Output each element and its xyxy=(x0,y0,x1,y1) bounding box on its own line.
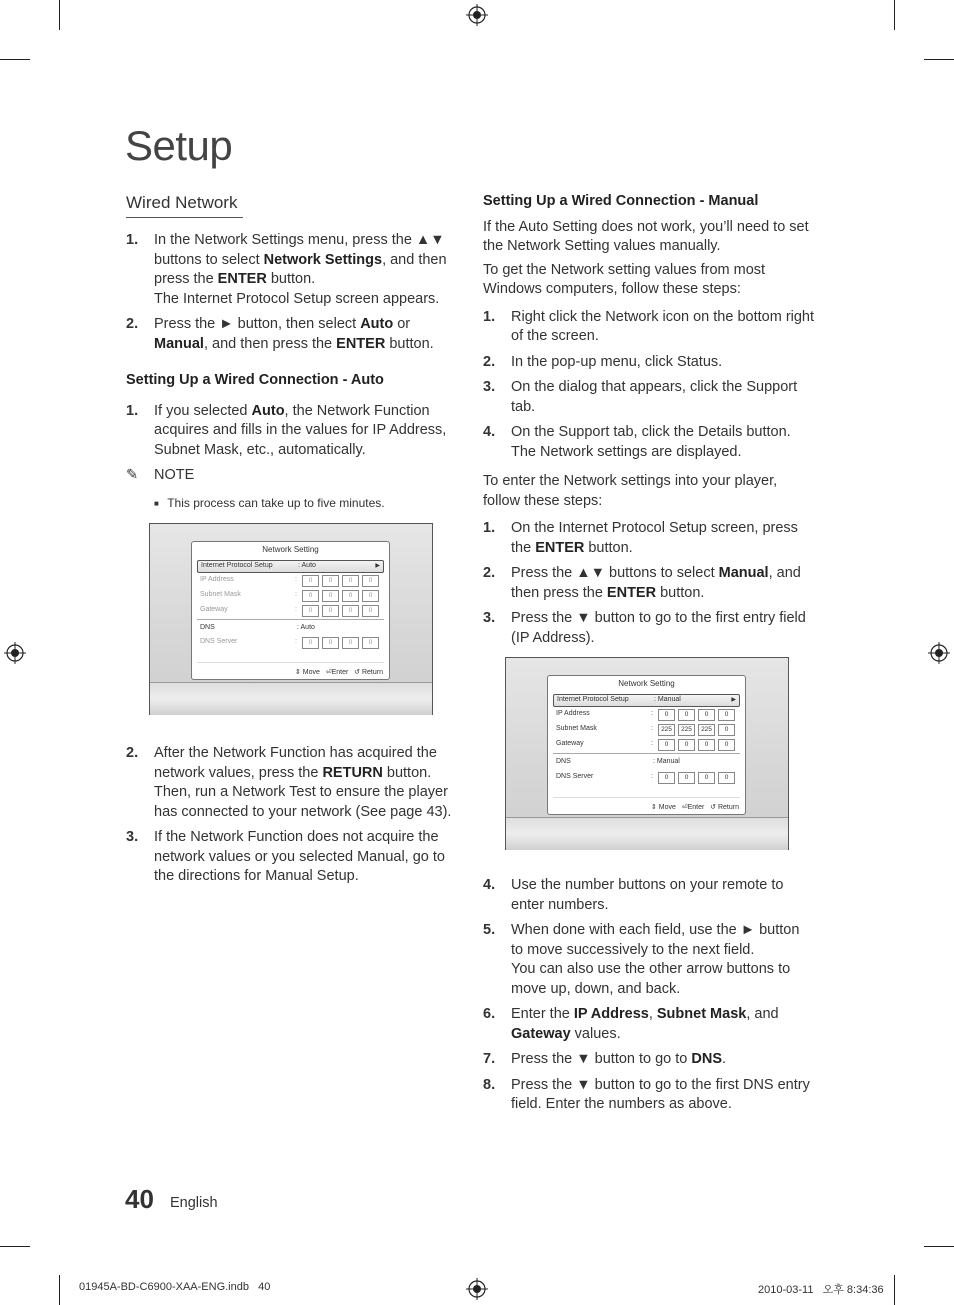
emphasis: DNS xyxy=(691,1051,723,1067)
text: You can also use the other arrow buttons to move up, down, and back. xyxy=(511,961,791,997)
dns-row xyxy=(553,757,740,768)
subnet-label: Subnet Mask xyxy=(200,591,241,598)
step-item xyxy=(126,231,461,309)
right-column-continued xyxy=(483,876,815,1121)
step-number: 2. xyxy=(126,316,139,332)
gateway-field: 0 xyxy=(342,605,359,617)
step-number: 7. xyxy=(483,1051,496,1067)
dns-field[interactable]: 0 xyxy=(658,772,675,784)
enter-icon: ⏎ xyxy=(681,804,688,811)
step-item xyxy=(483,519,815,558)
dns-field: 0 xyxy=(342,637,359,649)
registration-mark-icon xyxy=(4,642,26,664)
print-footer-file: 01945A-BD-C6900-XAA-ENG.indb 40 xyxy=(79,1281,271,1293)
subnet-label: Subnet Mask xyxy=(556,725,597,732)
crop-mark xyxy=(59,0,60,30)
step-item xyxy=(483,876,815,915)
paragraph: To enter the Network settings into your player, follow these steps: xyxy=(483,473,778,509)
divider xyxy=(553,753,740,754)
text: After the Network Function has acquired the network values, press the xyxy=(154,745,437,781)
crop-mark xyxy=(59,1275,60,1305)
step-number: 1. xyxy=(483,520,496,536)
text: values. xyxy=(570,1025,621,1042)
arrow-right-icon: ▶ xyxy=(731,697,736,703)
step-number: 4. xyxy=(483,424,496,440)
colon: : xyxy=(295,638,297,645)
screen-bottom-band xyxy=(506,817,788,850)
dns-field[interactable]: 0 xyxy=(698,772,715,784)
step-item xyxy=(483,378,815,417)
gateway-field: 0 xyxy=(302,605,319,617)
text: , the Network Function acquires and fills in the values for IP Address, Subnet Mask, etc., automatically. xyxy=(154,402,447,458)
emphasis: ENTER xyxy=(217,271,267,287)
pencil-icon: ✎ xyxy=(126,467,139,483)
gateway-field[interactable]: 0 xyxy=(678,739,695,751)
window-title: Network Setting xyxy=(618,679,675,688)
emphasis: IP Address xyxy=(573,1006,649,1022)
step-number: 3. xyxy=(483,610,496,626)
emphasis: Auto xyxy=(360,316,394,332)
text: button. xyxy=(385,335,434,352)
step-number: 1. xyxy=(126,402,139,419)
step-number: 3. xyxy=(483,379,496,395)
emphasis: RETURN xyxy=(322,764,383,781)
subnet-field[interactable]: 225 xyxy=(658,724,675,736)
left-column xyxy=(126,231,461,513)
subnet-field: 0 xyxy=(322,590,339,602)
gateway-field[interactable]: 0 xyxy=(698,739,715,751)
subnet-field[interactable]: 225 xyxy=(698,724,715,736)
dns-server-label: DNS Server xyxy=(200,638,238,645)
step-item xyxy=(126,315,461,354)
dns-server-label: DNS Server xyxy=(556,773,594,780)
crop-mark xyxy=(924,59,954,60)
paragraph: If the Auto Setting does not work, you’ll need to set the Network Setting values manually. xyxy=(483,218,809,254)
dns-field: 0 xyxy=(322,637,339,649)
subnet-row xyxy=(197,590,384,601)
dns-row xyxy=(197,623,384,634)
ip-field: 0 xyxy=(302,575,319,587)
step-item xyxy=(126,402,461,461)
text: . xyxy=(722,1051,727,1067)
gateway-field[interactable]: 0 xyxy=(718,739,735,751)
print-footer-date: 2010-03-11 오후 8:34:36 xyxy=(758,1284,884,1296)
text: button. Then, run a Network Test to ensure the player has connected to your network (See page 43). xyxy=(154,764,452,820)
emphasis: Network Settings xyxy=(263,251,383,268)
ip-field: 0 xyxy=(362,575,379,587)
crop-mark xyxy=(0,59,30,60)
ips-row[interactable] xyxy=(553,694,740,707)
note-text: This process can take up to five minutes. xyxy=(167,495,385,510)
bullet-icon: ■ xyxy=(154,498,159,508)
dns-field[interactable]: 0 xyxy=(678,772,695,784)
ip-field[interactable]: 0 xyxy=(698,709,715,721)
text: In the Network Settings menu, press the ▲▼ buttons to select xyxy=(154,232,445,268)
right-column xyxy=(483,192,815,654)
step-item xyxy=(126,828,461,887)
step-item xyxy=(483,353,815,373)
screen-bottom-band xyxy=(150,682,432,715)
ip-label: IP Address xyxy=(200,576,234,583)
network-setting-screenshot-manual xyxy=(505,657,789,850)
colon: : xyxy=(651,710,653,717)
left-column-continued xyxy=(126,744,461,893)
auto-heading: Setting Up a Wired Connection - Auto xyxy=(126,372,384,388)
step-item xyxy=(483,1076,815,1115)
step-item xyxy=(483,921,815,999)
network-setting-screenshot-auto xyxy=(149,523,433,715)
network-setting-window xyxy=(191,541,390,680)
step-number: 1. xyxy=(126,232,139,248)
ips-label: Internet Protocol Setup xyxy=(201,562,273,569)
ips-value: : Auto xyxy=(298,562,316,569)
colon: : xyxy=(295,576,297,583)
text: Enter the xyxy=(511,1006,574,1022)
step-number: 6. xyxy=(483,1006,496,1022)
text: , and then press the xyxy=(154,251,447,287)
window-footer xyxy=(651,803,739,811)
ip-field[interactable]: 0 xyxy=(718,709,735,721)
text: or xyxy=(393,316,411,332)
text: , xyxy=(648,1006,657,1022)
ip-field: 0 xyxy=(322,575,339,587)
emphasis: Subnet Mask xyxy=(656,1006,747,1022)
manual-heading: Setting Up a Wired Connection - Manual xyxy=(483,193,759,209)
text: Press the ▼ button to go to xyxy=(511,1051,692,1067)
text: In the pop-up menu, click Status. xyxy=(511,353,723,370)
text: If the Network Function does not acquire the network values or you selected Manual, go to the directions for Manual Setup. xyxy=(154,829,445,884)
enter-label: Enter xyxy=(687,804,705,811)
text: The Internet Protocol Setup screen appears. xyxy=(154,290,440,307)
ips-value: : Manual xyxy=(654,696,681,703)
updown-icon: ⇕ xyxy=(650,804,657,811)
text: button. xyxy=(266,271,316,287)
dns-field: 0 xyxy=(362,637,379,649)
note xyxy=(126,466,461,486)
step-number: 8. xyxy=(483,1076,496,1093)
subnet-field[interactable]: 225 xyxy=(678,724,695,736)
ips-label: Internet Protocol Setup xyxy=(557,696,629,703)
emphasis: ENTER xyxy=(535,539,585,556)
text: Press the ▼ button to go to the first DNS entry field. Enter the numbers as above. xyxy=(511,1076,810,1112)
step-number: 2. xyxy=(126,745,139,761)
registration-mark-icon xyxy=(928,642,950,664)
text: Use the number buttons on your remote to enter numbers. xyxy=(511,877,784,913)
text: On the Internet Protocol Setup screen, press the xyxy=(511,520,798,556)
step-number: 5. xyxy=(483,922,496,938)
text: Press the ► button, then select xyxy=(154,316,361,332)
subnet-field: 0 xyxy=(342,590,359,602)
crop-mark xyxy=(894,1275,895,1305)
dns-label: DNS xyxy=(200,624,215,631)
enter-label: Enter xyxy=(331,669,349,676)
text: If you selected xyxy=(154,402,252,419)
text: Press the ▲▼ buttons to select xyxy=(511,565,719,581)
ip-label: IP Address xyxy=(556,710,590,717)
arrow-right-icon: ▶ xyxy=(375,563,380,569)
note-label: NOTE xyxy=(154,467,195,483)
text: On the Support tab, click the Details button. The Network settings are displayed. xyxy=(511,424,791,460)
dns-label: DNS xyxy=(556,758,571,765)
gateway-field[interactable]: 0 xyxy=(658,739,675,751)
colon: : xyxy=(295,591,297,598)
dns-field[interactable]: 0 xyxy=(718,772,735,784)
step-number: 2. xyxy=(483,353,496,370)
subnet-field: 0 xyxy=(302,590,319,602)
gateway-label: Gateway xyxy=(200,606,228,613)
divider xyxy=(197,619,384,620)
emphasis: Manual xyxy=(154,335,204,352)
page-title: Setup xyxy=(125,122,233,169)
step-item xyxy=(483,1050,815,1070)
page-language: English xyxy=(170,1195,218,1211)
step-item xyxy=(483,564,815,603)
return-icon: ↺ xyxy=(710,804,717,811)
divider xyxy=(197,662,384,663)
enter-icon: ⏎ xyxy=(325,669,332,676)
note-bullet xyxy=(154,494,461,514)
dns-value: : Auto xyxy=(297,624,315,631)
text: On the dialog that appears, click the Support tab. xyxy=(511,379,798,415)
updown-icon: ⇕ xyxy=(294,669,301,676)
text: , and then press the xyxy=(511,565,801,601)
dns-server-row xyxy=(553,772,740,783)
step-item xyxy=(126,744,461,822)
gateway-field: 0 xyxy=(322,605,339,617)
dns-field: 0 xyxy=(302,637,319,649)
emphasis: Auto xyxy=(251,402,285,419)
gateway-field: 0 xyxy=(362,605,379,617)
subnet-row xyxy=(553,724,740,735)
step-item xyxy=(483,1005,815,1044)
ips-row[interactable] xyxy=(197,560,384,573)
move-label: Move xyxy=(658,804,676,811)
ip-field[interactable]: 0 xyxy=(658,709,675,721)
gateway-row xyxy=(553,739,740,750)
registration-mark-icon xyxy=(466,4,488,26)
divider xyxy=(553,797,740,798)
ip-row xyxy=(553,709,740,720)
text: Right click the Network icon on the bottom right of the screen. xyxy=(511,308,815,344)
ip-field: 0 xyxy=(342,575,359,587)
return-label: Return xyxy=(361,669,383,676)
step-number: 3. xyxy=(126,829,139,845)
step-item xyxy=(483,423,815,462)
text: When done with each field, use the ► button to move successively to the next field. xyxy=(511,922,800,958)
step-number: 1. xyxy=(483,308,496,325)
text: , and xyxy=(746,1006,779,1022)
gateway-label: Gateway xyxy=(556,740,584,747)
crop-mark xyxy=(0,1246,30,1247)
step-item xyxy=(483,609,815,648)
ip-field[interactable]: 0 xyxy=(678,709,695,721)
text: button. xyxy=(656,584,705,601)
emphasis: Gateway xyxy=(511,1025,571,1042)
network-setting-window xyxy=(547,675,746,815)
subnet-field: 0 xyxy=(362,590,379,602)
colon: : xyxy=(651,725,653,732)
text: Press the ▼ button to go to the first entry field (IP Address). xyxy=(511,610,806,646)
move-label: Move xyxy=(302,669,320,676)
section-title: Wired Network xyxy=(126,193,243,218)
dns-server-row xyxy=(197,637,384,648)
subnet-field[interactable]: 0 xyxy=(718,724,735,736)
gateway-row xyxy=(197,605,384,616)
text: , and then press the xyxy=(203,335,337,352)
emphasis: ENTER xyxy=(606,584,657,601)
colon: : xyxy=(295,606,297,613)
text: button. xyxy=(584,539,633,556)
emphasis: Manual xyxy=(718,565,769,581)
colon: : xyxy=(651,773,653,780)
crop-mark xyxy=(894,0,895,30)
emphasis: ENTER xyxy=(336,335,386,352)
step-number: 2. xyxy=(483,565,496,581)
ip-row xyxy=(197,575,384,586)
page-number: 40 xyxy=(125,1184,154,1214)
window-footer xyxy=(295,668,383,676)
paragraph: To get the Network setting values from most Windows computers, follow these steps: xyxy=(483,261,766,297)
step-item xyxy=(483,308,815,347)
step-number: 4. xyxy=(483,877,496,893)
crop-mark xyxy=(924,1246,954,1247)
dns-value: : Manual xyxy=(653,758,680,765)
window-title: Network Setting xyxy=(262,545,319,554)
registration-mark-icon xyxy=(466,1278,488,1300)
colon: : xyxy=(651,740,653,747)
return-label: Return xyxy=(717,804,739,811)
return-icon: ↺ xyxy=(354,669,361,676)
